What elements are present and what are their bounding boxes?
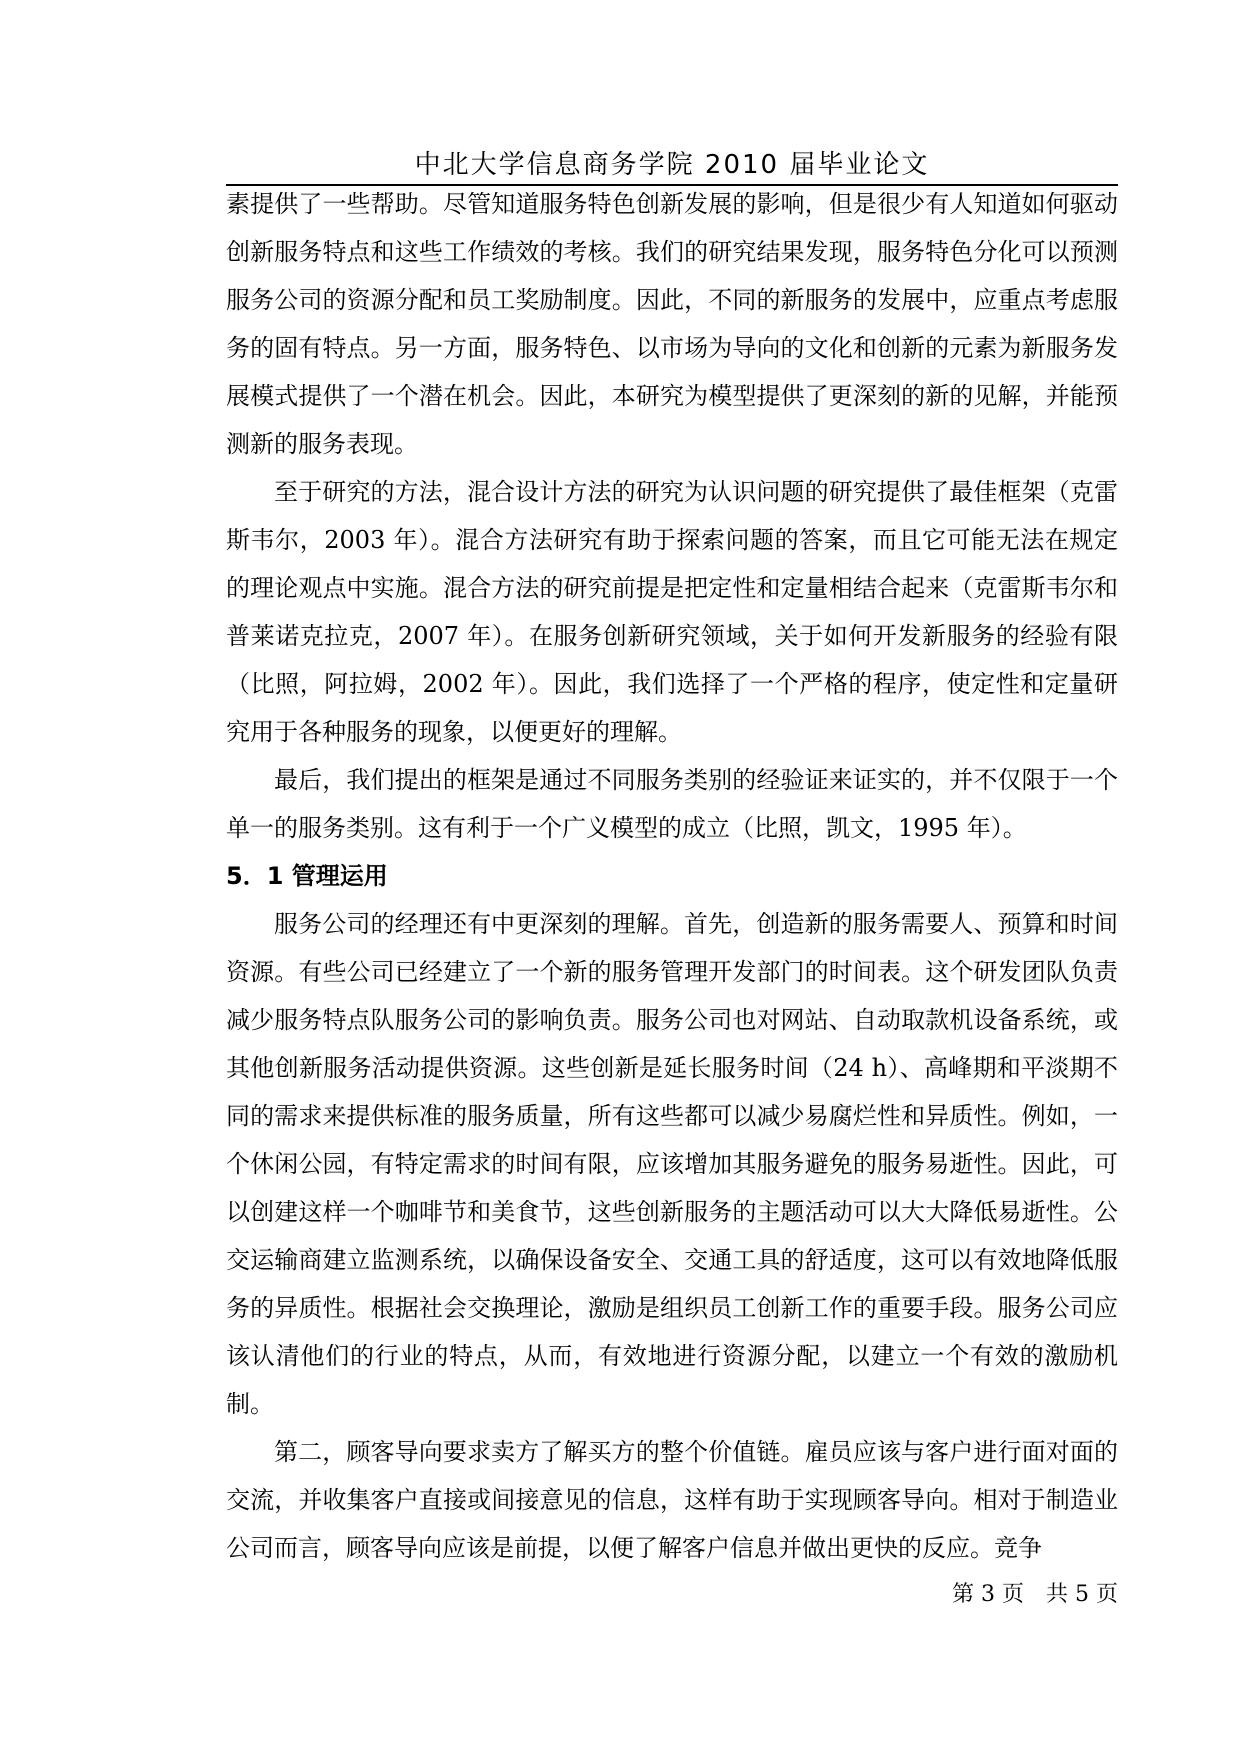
document-body	[226, 180, 1118, 1572]
body-paragraph-3: 最后，我们提出的框架是通过不同服务类别的经验证来证实的，并不仅限于一个单一的服务类别。这有利于一个广义模型的成立（比照，凯文，1995 年）。	[226, 766, 1118, 842]
body-paragraph-2: 至于研究的方法，混合设计方法的研究为认识问题的研究提供了最佳框架（克雷斯韦尔，2003 年）。混合方法研究有助于探索问题的答案，而且它可能无法在规定的理论观点中实施。混合方法的研究前提是把定性和定量相结合起来（克雷斯韦尔和普莱诺克拉克，2007 年）。在服务创新研究领域，关于如何开发新服务的经验有限（比照，阿拉姆，2002 年）。因此，我们选择了一个严格的程序，使定性和定量研究用于各种服务的现象，以便更好的理解。	[226, 478, 1118, 746]
body-paragraph-1: 素提供了一些帮助。尽管知道服务特色创新发展的影响，但是很少有人知道如何驱动创新服务特点和这些工作绩效的考核。我们的研究结果发现，服务特色分化可以预测服务公司的资源分配和员工奖励制度。因此，不同的新服务的发展中，应重点考虑服务的固有特点。另一方面，服务特色、以市场为导向的文化和创新的元素为新服务发展模式提供了一个潜在机会。因此，本研究为模型提供了更深刻的新的见解，并能预测新的服务表现。	[226, 190, 1118, 458]
page-header-title: 中北大学信息商务学院 2010 届毕业论文	[414, 150, 930, 180]
section-paragraph-1: 服务公司的经理还有中更深刻的理解。首先，创造新的服务需要人、预算和时间资源。有些公司已经建立了一个新的服务管理开发部门的时间表。这个研发团队负责减少服务特点队服务公司的影响负责。服务公司也对网站、自动取款机设备系统，或其他创新服务活动提供资源。这些创新是延长服务时间（24 h）、高峰期和平淡期不同的需求来提供标准的服务质量，所有这些都可以减少易腐烂性和异质性。例如，一个休闲公园，有特定需求的时间有限，应该增加其服务避免的服务易逝性。因此，可以创建这样一个咖啡节和美食节，这些创新服务的主题活动可以大大降低易逝性。公交运输商建立监测系统，以确保设备安全、交通工具的舒适度，这可以有效地降低服务的异质性。根据社会交换理论，激励是组织员工创新工作的重要手段。服务公司应该认清他们的行业的特点，从而，有效地进行资源分配，以建立一个有效的激励机制。	[226, 910, 1118, 1418]
section-paragraph-2: 第二，顾客导向要求卖方了解买方的整个价值链。雇员应该与客户进行面对面的交流，并收集客户直接或间接意见的信息，这样有助于实现顾客导向。相对于制造业公司而言，顾客导向应该是前提，以便了解客户信息并做出更快的反应。竞争	[226, 1438, 1118, 1562]
page-number-footer: 第 3 页 共 5 页	[952, 1582, 1118, 1607]
section-heading: 5．1 管理运用	[226, 862, 388, 890]
